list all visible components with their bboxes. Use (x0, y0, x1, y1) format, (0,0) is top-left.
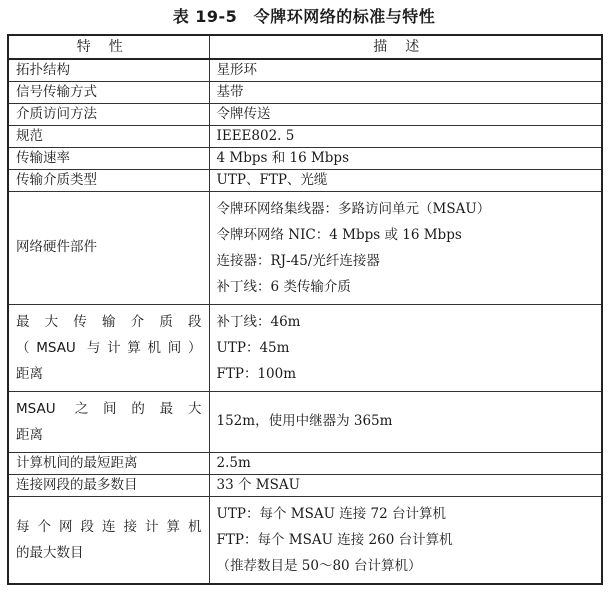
row-value: 152m，使用中继器为 365m (209, 391, 602, 452)
table-row (8, 452, 602, 474)
row-key: 传输速率 (8, 147, 209, 169)
row-value: 令牌传送 (209, 103, 602, 125)
row-key-line: 每个网段连接计算机 (16, 518, 202, 535)
row-value-line: FTP：每个 MSAU 连接 260 台计算机 (216, 531, 453, 548)
row-value-line: 令牌环网络集线器：多路访问单元（MSAU） (216, 200, 491, 217)
table-row (8, 125, 602, 147)
row-value-list (209, 496, 602, 584)
table-title: 表 19-5 令牌环网络的标准与特性 (172, 7, 436, 26)
row-value-line: 补丁线：46m (216, 313, 301, 330)
row-value: 4 Mbps 和 16 Mbps (209, 147, 602, 169)
header-feature: 特性 (8, 35, 209, 59)
table-row (8, 496, 602, 584)
row-value-line: 补丁线：6 类传输介质 (216, 278, 351, 295)
row-key-line: 最大传输介质段 (16, 313, 202, 330)
row-value-line: 令牌环网络 NIC：4 Mbps 或 16 Mbps (216, 226, 462, 243)
row-key-line: 的最大数目 (16, 544, 84, 561)
row-key-multiline (8, 391, 209, 452)
row-value: IEEE802. 5 (209, 125, 602, 147)
row-value: 2.5m (209, 452, 602, 474)
row-value-list (209, 191, 602, 304)
row-value: UTP、FTP、光缆 (209, 169, 602, 191)
token-ring-standards-table (7, 34, 603, 585)
row-key: 网络硬件部件 (8, 191, 209, 304)
row-key: 传输介质类型 (8, 169, 209, 191)
table-row (8, 59, 602, 81)
row-value-line: （推荐数目是 50～80 台计算机） (216, 557, 422, 574)
table-row (8, 103, 602, 125)
row-key: 连接网段的最多数目 (8, 474, 209, 496)
row-value-list (209, 304, 602, 391)
row-key-multiline (8, 304, 209, 391)
table-row (8, 304, 602, 391)
table-header-row (8, 35, 602, 59)
row-value-line: UTP：45m (216, 339, 290, 356)
row-value-line: 连接器：RJ-45/光纤连接器 (216, 252, 380, 269)
row-value: 33 个 MSAU (209, 474, 602, 496)
row-value-line: UTP：每个 MSAU 连接 72 台计算机 (216, 505, 447, 522)
row-value: 基带 (209, 81, 602, 103)
row-key-line: MSAU 之间的最大 (16, 400, 202, 417)
table-row (8, 391, 602, 452)
table-row (8, 169, 602, 191)
table-row (8, 147, 602, 169)
table-row (8, 191, 602, 304)
row-key: 计算机间的最短距离 (8, 452, 209, 474)
row-key: 信号传输方式 (8, 81, 209, 103)
table-row (8, 81, 602, 103)
row-key-line: 距离 (16, 365, 43, 382)
row-key: 规范 (8, 125, 209, 147)
row-key: 拓扑结构 (8, 59, 209, 81)
row-value-line: FTP：100m (216, 365, 297, 382)
row-key-multiline (8, 496, 209, 584)
row-key-line: （MSAU 与计算机间） (16, 339, 202, 356)
row-value: 星形环 (209, 59, 602, 81)
row-key: 介质访问方法 (8, 103, 209, 125)
header-description: 描述 (209, 35, 602, 59)
table-row (8, 474, 602, 496)
row-key-line: 距离 (16, 426, 43, 443)
